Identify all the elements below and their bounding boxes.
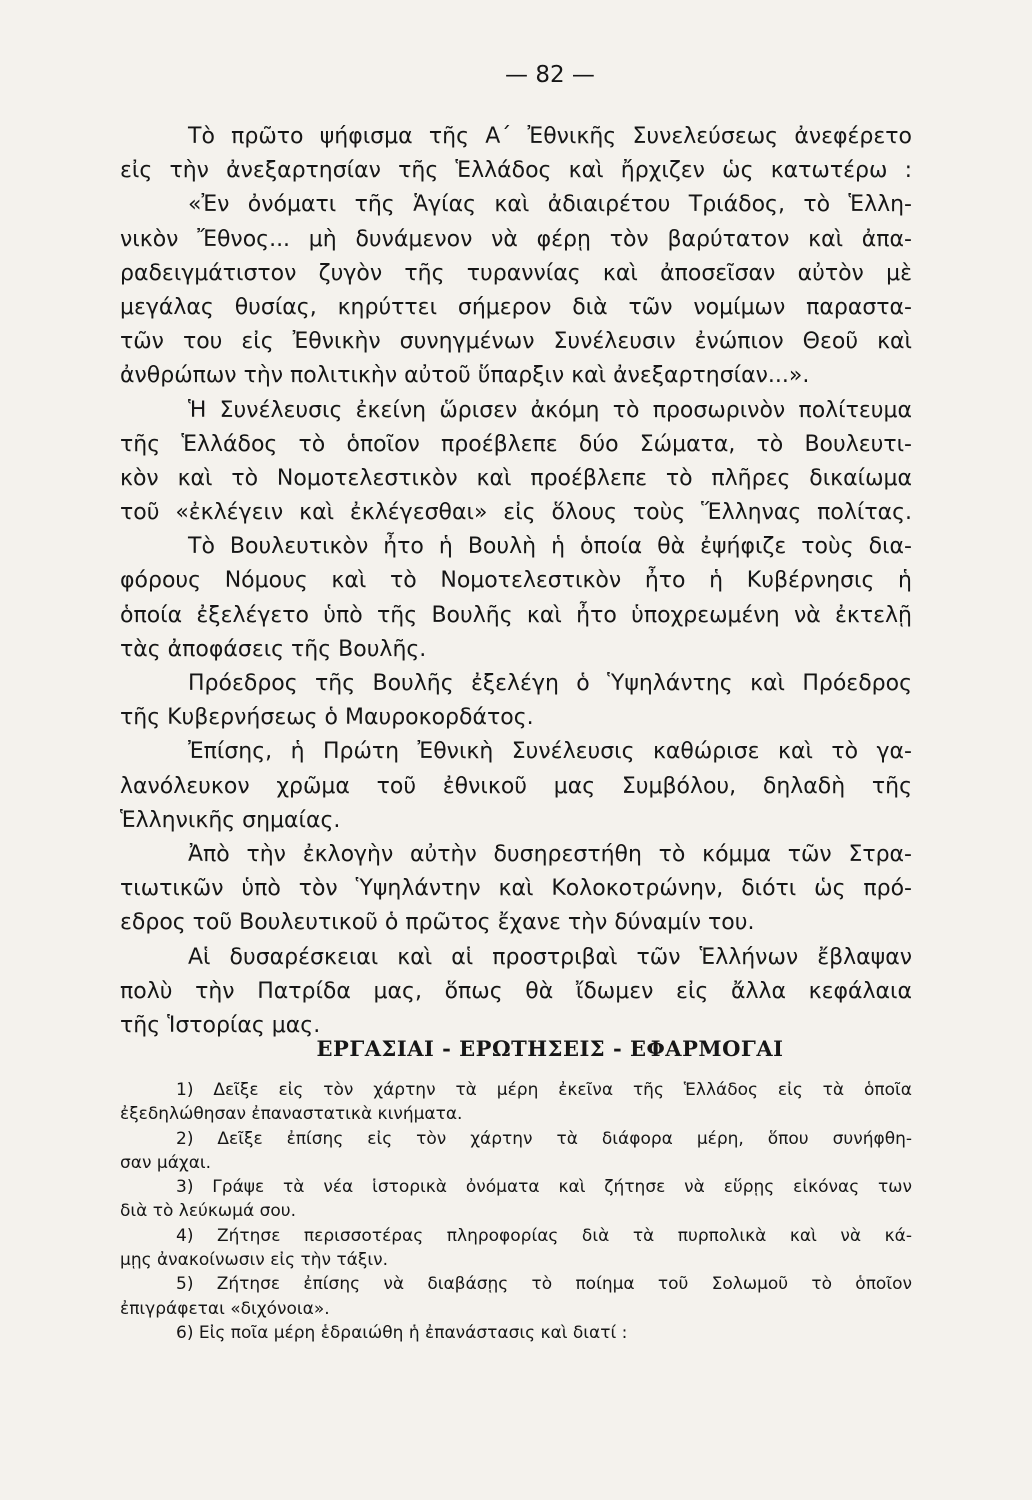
exercise-line: μῃς ἀνακοίνωσιν εἰς τὴν τάξιν. <box>120 1250 389 1271</box>
text-line: ἀνθρώπων τὴν πολιτικὴν αὐτοῦ ὕπαρξιν καὶ ἀνεξαρτησίαν...». <box>120 363 810 389</box>
text-line: πολὺ τὴν Πατρίδα μας, ὅπως θὰ ἴδωμεν εἰς ἄλλα κεφάλαια <box>120 978 912 1004</box>
text-line: τὰς ἀποφάσεις τῆς Βουλῆς. <box>120 636 427 662</box>
text-line: Τὸ Βουλευτικὸν ἦτο ἡ Βουλὴ ἡ ὁποία θὰ ἐψήφιζε τοὺς δια- <box>188 534 912 560</box>
exercises-list <box>120 1078 912 1345</box>
text-line: εἰς τὴν ἀνεξαρτησίαν τῆς Ἑλλάδος καὶ ἤρχιζεν ὡς κατωτέρω : <box>120 158 912 184</box>
text-line: Πρόεδρος τῆς Βουλῆς ἐξελέγη ὁ Ὑψηλάντης καὶ Πρόεδρος <box>188 671 912 696</box>
text-line: Ἑλληνικῆς σημαίας. <box>120 807 341 833</box>
text-line: Ἐπίσης, ἡ Πρώτη Ἐθνικὴ Συνέλευσις καθώρισε καὶ τὸ γα- <box>188 739 912 765</box>
text-line: εδρος τοῦ Βουλευτικοῦ ὁ πρῶτος ἔχανε τὴν δύναμίν του. <box>120 910 755 936</box>
main-text <box>120 120 912 1043</box>
text-line: Ἡ Συνέλευσις ἐκείνη ὥρισεν ἀκόμη τὸ προσωρινὸν πολίτευμα <box>188 397 912 423</box>
exercise-line: σαν μάχαι. <box>120 1152 212 1173</box>
text-line: τιωτικῶν ὑπὸ τὸν Ὑψηλάντην καὶ Κολοκοτρώνην, διότι ὡς πρό- <box>120 876 912 902</box>
text-line: τῆς Ἑλλάδος τὸ ὁποῖον προέβλεπε δύο Σώματα, τὸ Βουλευτι- <box>120 431 912 457</box>
exercise-line: 5) Ζήτησε ἐπίσης νὰ διαβάσῃς τὸ ποίημα τοῦ Σολωμοῦ τὸ ὁποῖον <box>176 1274 912 1295</box>
page-number: — 82 — <box>505 62 595 88</box>
text-line: μεγάλας θυσίας, κηρύττει σήμερον διὰ τῶν νομίμων παραστα- <box>120 294 912 320</box>
text-line: ραδειγμάτιστον ζυγὸν τῆς τυραννίας καὶ ἀποσεῖσαν αὐτὸν μὲ <box>120 260 912 286</box>
text-line: «Ἐν ὀνόματι τῆς Ἁγίας καὶ ἀδιαιρέτου Τριάδος, τὸ Ἑλλη- <box>188 192 912 218</box>
text-line: ὁποία ἐξελέγετο ὑπὸ τῆς Βουλῆς καὶ ἦτο ὑποχρεωμένη νὰ ἐκτελῇ <box>120 602 912 628</box>
exercise-line: 2) Δεῖξε ἐπίσης εἰς τὸν χάρτην τὰ διάφορα μέρη, ὅπου συνήφθη- <box>176 1128 912 1149</box>
text-line: κὸν καὶ τὸ Νομοτελεστικὸν καὶ προέβλεπε τὸ πλῆρες δικαίωμα <box>120 465 912 491</box>
text-line: τοῦ «ἐκλέγειν καὶ ἐκλέγεσθαι» εἰς ὅλους τοὺς Ἕλληνας πολίτας. <box>120 500 912 526</box>
text-line: τῶν του εἰς Ἐθνικὴν συνηγμένων Συνέλευσιν ἐνώπιον Θεοῦ καὶ <box>120 329 912 355</box>
text-line: Ἀπὸ τὴν ἐκλογὴν αὐτὴν δυσηρεστήθη τὸ κόμμα τῶν Στρα- <box>188 841 912 867</box>
text-line: φόρους Νόμους καὶ τὸ Νομοτελεστικὸν ἦτο ἡ Κυβέρνησις ἡ <box>120 568 912 594</box>
text-line: νικὸν Ἔθνος... μὴ δυνάμενον νὰ φέρῃ τὸν βαρύτατον καὶ ἀπα- <box>120 226 912 252</box>
exercise-line: 6) Εἰς ποῖα μέρη ἑδραιώθη ἡ ἐπανάστασις καὶ διατί : <box>176 1322 628 1343</box>
text-line: τῆς Κυβερνήσεως ὁ Μαυροκορδάτος. <box>120 705 534 731</box>
exercise-line: 4) Ζήτησε περισσοτέρας πληροφορίας διὰ τὰ πυρπολικὰ καὶ νὰ κά- <box>176 1225 912 1246</box>
text-line: Τὸ πρῶτο ψήφισμα τῆς Α΄ Ἐθνικῆς Συνελεύσεως ἀνεφέρετο <box>188 124 912 149</box>
exercise-line: ἐπιγράφεται «διχόνοια». <box>120 1298 330 1319</box>
text-line: λανόλευκον χρῶμα τοῦ ἐθνικοῦ μας Συμβόλου, δηλαδὴ τῆς <box>120 773 912 799</box>
exercise-line: ἐξεδηλώθησαν ἐπαναστατικὰ κινήματα. <box>120 1104 463 1125</box>
exercise-line: 1) Δεῖξε εἰς τὸν χάρτην τὰ μέρη ἐκεῖνα τῆς Ἑλλάδος εἰς τὰ ὁποῖα <box>176 1080 912 1100</box>
exercises-heading: ΕΡΓΑΣΙΑΙ - ΕΡΩΤΗΣΕΙΣ - ΕΦΑΡΜΟΓΑΙ <box>316 1036 784 1061</box>
text-line: τῆς Ἱστορίας μας. <box>120 1012 321 1038</box>
text-line: Αἱ δυσαρέσκειαι καὶ αἱ προστριβαὶ τῶν Ἑλλήνων ἔβλαψαν <box>188 944 912 970</box>
exercise-line: διὰ τὸ λεύκωμά σου. <box>120 1201 296 1222</box>
exercise-line: 3) Γράψε τὰ νέα ἱστορικὰ ὀνόματα καὶ ζήτησε νὰ εὕρῃς εἰκόνας των <box>176 1177 912 1198</box>
